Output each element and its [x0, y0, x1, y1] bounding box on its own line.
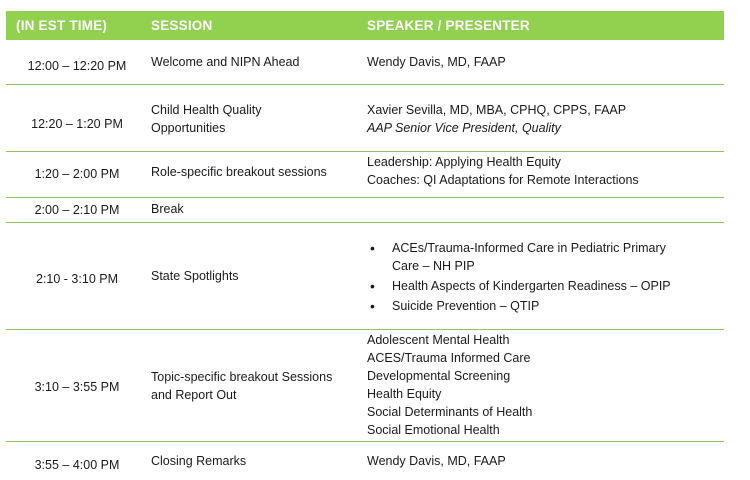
table-row — [6, 198, 724, 223]
row-session: State Spotlights — [151, 269, 239, 283]
row-time: 1:20 – 2:00 PM — [34, 167, 120, 181]
row-time: 12:00 – 12:20 PM — [27, 59, 127, 73]
table-row — [6, 85, 724, 152]
row-session: Child Health Quality Opportunities — [151, 103, 262, 135]
row-time: 2:00 – 2:10 PM — [34, 203, 120, 217]
row-session: Break — [151, 202, 184, 216]
row-speaker: Wendy Davis, MD, FAAP — [367, 55, 506, 69]
row-speaker: Wendy Davis, MD, FAAP — [367, 454, 506, 468]
table-row — [6, 330, 724, 442]
table-header — [6, 11, 724, 40]
row-time: 3:55 – 4:00 PM — [34, 458, 120, 472]
table-row — [6, 152, 724, 198]
agenda-table — [6, 11, 724, 480]
spotlight-list — [367, 239, 722, 315]
table-row — [6, 223, 724, 330]
table-row — [6, 442, 724, 480]
header-time: (IN EST TIME) — [16, 18, 108, 33]
row-time: 2:10 - 3:10 PM — [36, 272, 118, 286]
row-time: 3:10 – 3:55 PM — [34, 380, 120, 394]
row-session: Role-specific breakout sessions — [151, 165, 327, 179]
speaker-title: AAP Senior Vice President, Quality — [367, 121, 561, 135]
list-item: • Health Aspects of Kindergarten Readiness – OPIP — [367, 277, 722, 295]
list-item: • Suicide Prevention – QTIP — [367, 297, 722, 315]
row-time: 12:20 – 1:20 PM — [31, 117, 123, 131]
list-item: • ACEs/Trauma-Informed Care in Pediatric Primary Care – NH PIP — [367, 239, 722, 275]
row-speaker: Leadership: Applying Health Equity Coaches: QI Adaptations for Remote Interactions — [367, 155, 639, 187]
row-speaker: Adolescent Mental Health ACES/Trauma Informed Care Developmental Screening Health Equity Social Determinants of Health Social Emotional Health — [367, 333, 533, 437]
row-speaker: Xavier Sevilla, MD, MBA, CPHQ, CPPS, FAAP AAP Senior Vice President, Quality — [367, 101, 722, 137]
row-speaker — [367, 239, 722, 317]
row-session: Closing Remarks — [151, 454, 247, 468]
row-session: Welcome and NIPN Ahead — [151, 55, 300, 69]
header-session: SESSION — [151, 18, 213, 33]
row-session: Topic-specific breakout Sessions and Report Out — [151, 370, 333, 402]
table-row — [6, 40, 724, 85]
header-speaker: SPEAKER / PRESENTER — [367, 18, 530, 33]
